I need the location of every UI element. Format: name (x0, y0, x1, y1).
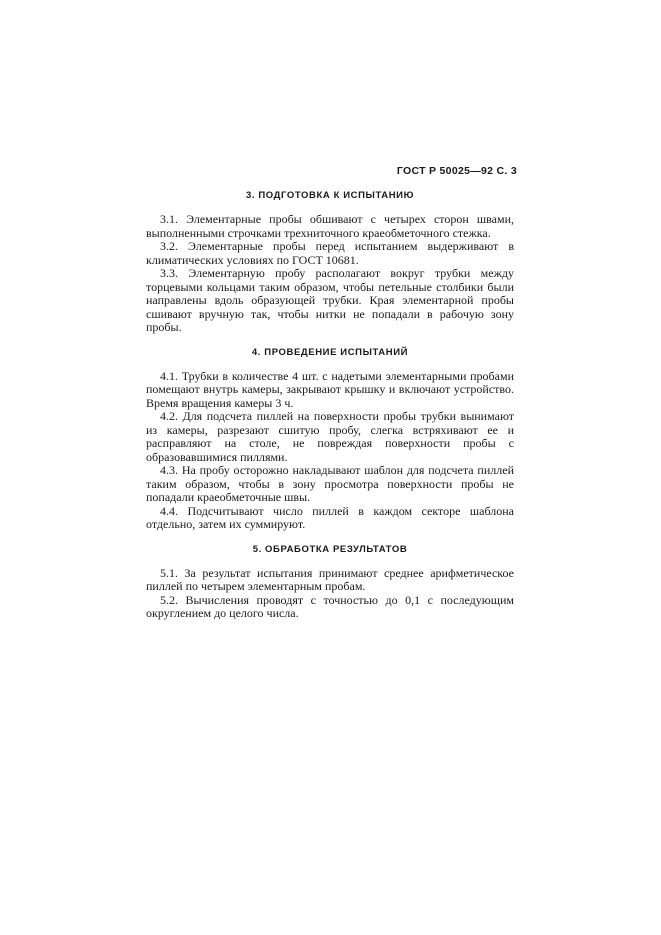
paragraph: 3.1. Элементарные пробы обшивают с четырех сторон швами, выполненными строчками трехниточного краеобметочного стежка. (146, 212, 514, 240)
paragraph: 3.2. Элементарные пробы перед испытанием выдерживают в климатических условиях по ГОСТ 10681. (146, 239, 514, 267)
paragraph: 4.3. На пробу осторожно накладывают шаблон для подсчета пиллей таким образом, чтобы в зону просмотра поверхности пробы не попадали краеобметочные швы. (146, 463, 514, 504)
paragraph: 5.2. Вычисления проводят с точностью до 0,1 с последующим округлением до целого числа. (146, 592, 514, 620)
paragraph: 4.1. Трубки в количестве 4 шт. с надетыми элементарными пробами помещают внутрь камеры, закрывают крышку и включают устройство. Время вращения камеры 3 ч. (146, 368, 514, 410)
paragraph: 5.1. За результат испытания принимают среднее арифметическое пиллей по четырем элементарным пробам. (146, 565, 514, 593)
section-title: 3. ПОДГОТОВКА К ИСПЫТАНИЮ (246, 190, 414, 201)
paragraph: 3.3. Элементарную пробу располагают вокруг трубки между торцевыми кольцами таким образом, чтобы петельные столбики были направлены вдоль образующей трубки. Края элементарной пробы сшивают вручную так, чтобы нитки не попадали в рабочую зону пробы. (146, 266, 514, 334)
document-body (146, 190, 514, 633)
section-preparation (146, 190, 514, 335)
paragraph: 4.2. Для подсчета пиллей на поверхности пробы трубки вынимают из камеры, разрезают сшитую пробу, слегка встряхивают ее и расправляют на столе, не повреждая поверхности пробы с образовавшимися пиллями. (146, 409, 514, 464)
page-header: ГОСТ Р 50025—92 С. 3 (396, 165, 517, 177)
section-results (146, 544, 514, 621)
section-title: 5. ОБРАБОТКА РЕЗУЛЬТАТОВ (252, 543, 408, 555)
section-title: 4. ПРОВЕДЕНИЕ ИСПЫТАНИЙ (251, 346, 409, 358)
section-testing (146, 347, 514, 532)
paragraph: 4.4. Подсчитывают число пиллей в каждом секторе шаблона отдельно, затем их суммируют. (146, 503, 514, 531)
